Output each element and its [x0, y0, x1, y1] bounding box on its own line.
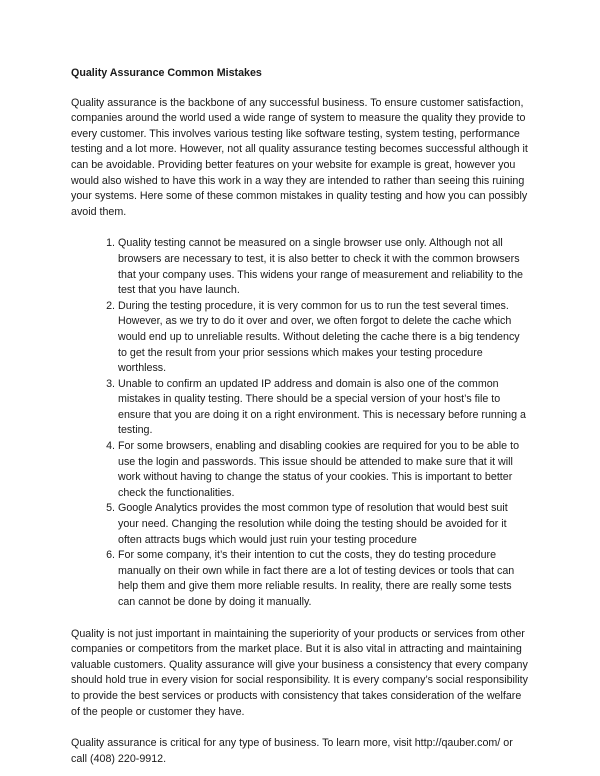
- closing-paragraph: Quality assurance is critical for any type of business. To learn more, visit http://qauber.com/ or call (408) 220-9912.: [71, 737, 513, 765]
- list-item: 4. For some browsers, enabling and disabling cookies are required for you to be able to use the login and passwords. This issue should be attended to make sure that it will work without having to change the status of your cookies. This is important to better check the functionalities.: [118, 439, 531, 501]
- document-title: Quality Assurance Common Mistakes: [71, 67, 262, 79]
- list-item: 5. Google Analytics provides the most common type of resolution that would best suit your need. Changing the resolution while doing the testing should be avoided for it often attracts bugs which would just ruin your testing procedure: [118, 501, 531, 548]
- list-item: 6. For some company, it’s their intention to cut the costs, they do testing procedure manually on their own while in fact there are a lot of testing devices or tools that can help them and give them more reliable results. In reality, there are really some tests can cannot be done by doing it manually.: [118, 548, 531, 610]
- list-item: 3. Unable to confirm an updated IP address and domain is also one of the common mistakes in quality testing. There should be a special version of your host’s file to ensure that you are doing it on a right environment. This is necessary before running a testing.: [118, 377, 531, 439]
- mistakes-list: [71, 236, 531, 610]
- intro-paragraph: Quality assurance is the backbone of any successful business. To ensure customer satisfaction, companies around the world used a wide range of system to measure the quality they provide to every customer. This involves various testing like software testing, system testing, performance testing and a lot more. However, not all quality assurance testing becomes successful although it can be avoidable. Providing better features on your website for example is great, however you would also wished to have this work in a way they are intended to rather than seeing this ruining your systems. Here some of these common mistakes in quality testing and how you can possibly avoid them.: [71, 96, 528, 218]
- document-body: [71, 66, 531, 767]
- list-item: 2. During the testing procedure, it is very common for us to run the test several times. However, as we try to do it over and over, we often forgot to delete the cache which would end up to unreliable results. Without deleting the cache there is a big tendency to get the result from your prior sessions which makes your testing procedure worthless.: [118, 299, 531, 377]
- summary-paragraph: Quality is not just important in maintaining the superiority of your products or services from other companies or competitors from the market place. But it is also vital in attracting and maintaining valuable customers. Quality assurance will give your business a consistency that every company should hold true in every vision for social responsibility. It is every company’s social responsibility to provide the best services or products with consistency that takes consideration of the welfare of the people or customer they have.: [71, 627, 528, 718]
- list-item: 1. Quality testing cannot be measured on a single browser use only. Although not all browsers are necessary to test, it is also better to check it with the common browsers that your company uses. This widens your range of measurement and reliability to the test that you have launch.: [118, 236, 531, 298]
